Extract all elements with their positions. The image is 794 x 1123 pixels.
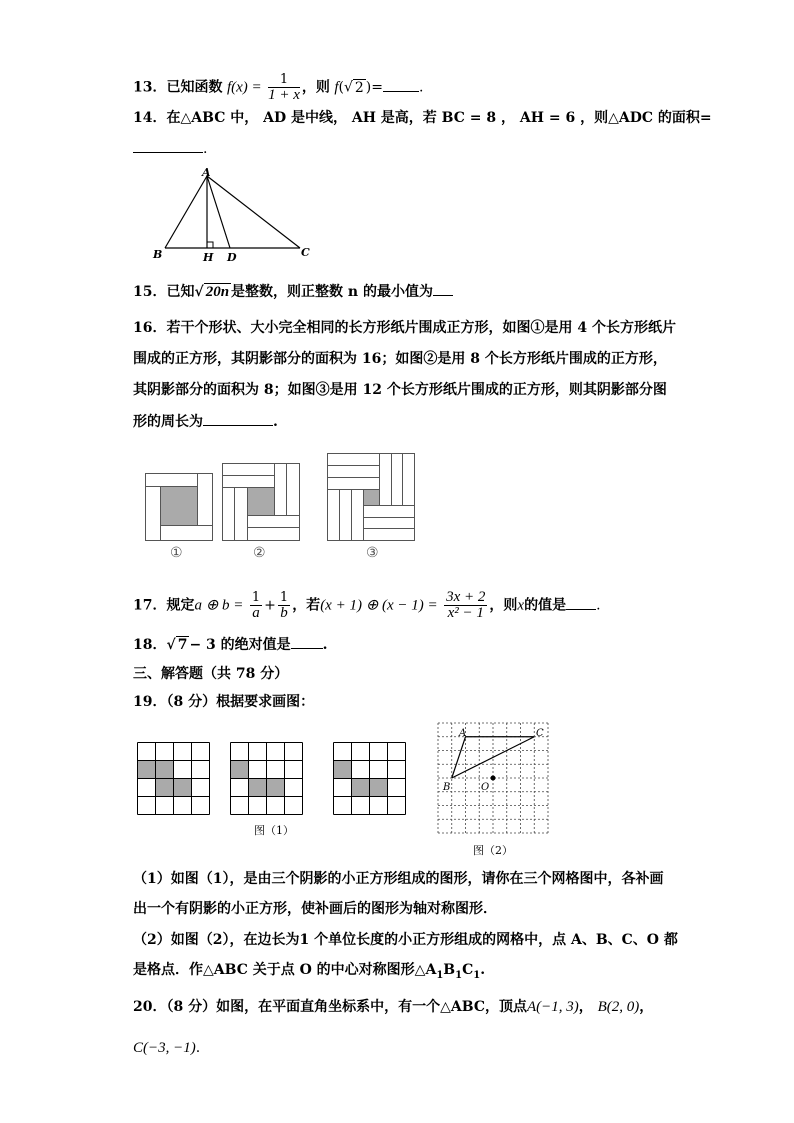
q14-line2: . bbox=[133, 138, 207, 159]
q13-sqrt: 2 bbox=[354, 79, 364, 96]
q14-text: 在△ABC 中， AD 是中线， AH 是高，若 BC = 8 ， AH = 6 ，则△ADC 的面积= bbox=[166, 110, 712, 126]
q18-line: 18．√ 7 − 3 的绝对值是 . bbox=[133, 634, 328, 655]
fig2-label-C: C bbox=[536, 728, 544, 739]
q20-line2: C(−3, −1). bbox=[133, 1040, 201, 1056]
label-C: C bbox=[301, 246, 310, 259]
label-A: A bbox=[202, 168, 211, 179]
q19-part1-line1: （1）如图（1），是由三个阴影的小正方形组成的图形，请你在三个网格图中，各补画 bbox=[133, 871, 664, 887]
q16-line3: 其阴影部分的面积为 8；如图③是用 12 个长方形纸片围成的正方形，则其阴影部分图 bbox=[133, 382, 667, 398]
q17-line: 17．规定a ⊕ b = $\frac{1}{a}$ + $\frac{1}{b}$ ，若(x + 1) ⊕ (x − 1) = $\frac{3x + 2}{\text{x² − 1}}$ ，则x的值是 . bbox=[133, 589, 601, 621]
q15-line: 15．已知√ 20n 是整数，则正整数 n 的最小值为 bbox=[133, 281, 453, 302]
fig2-label-B: B bbox=[443, 782, 451, 793]
q19-grid-fig2 bbox=[437, 722, 549, 834]
q16-line4: 形的周长为 . bbox=[133, 411, 278, 432]
q13-line: 13．已知函数 f(x) = $\frac{1}{1 + x}$ ，则 f(√ 2 )= . bbox=[133, 72, 424, 103]
fig2-label-A: A bbox=[459, 728, 467, 739]
q13-number: 13． bbox=[133, 79, 167, 96]
q13-answer-blank[interactable] bbox=[383, 77, 419, 92]
q19-caption-1: 图（1） bbox=[254, 824, 294, 837]
fig2-label-O: O bbox=[481, 782, 490, 793]
q16-label-2: ② bbox=[253, 545, 266, 561]
q19-grid-2 bbox=[230, 742, 304, 816]
q15-answer-blank[interactable] bbox=[433, 281, 453, 296]
q19-grid-3 bbox=[333, 742, 407, 816]
q16-label-1: ① bbox=[170, 545, 183, 561]
label-B: B bbox=[153, 248, 163, 261]
q13-fraction: $\frac{1}{1 + x}$ bbox=[268, 72, 300, 103]
q19-caption-2: 图（2） bbox=[473, 844, 513, 857]
q15-sqrt: 20n bbox=[205, 284, 230, 300]
q14-line: 14．在△ABC 中， AD 是中线， AH 是高，若 BC = 8 ， AH = 6 ，则△ADC 的面积= bbox=[133, 110, 712, 126]
q18-answer-blank[interactable] bbox=[291, 634, 323, 649]
q19-grid-1 bbox=[137, 742, 211, 816]
label-H: H bbox=[203, 251, 214, 263]
q14-triangle-figure bbox=[145, 168, 315, 263]
q16-line2: 围成的正方形，其阴影部分的面积为 16；如图②是用 8 个长方形纸片围成的正方形， bbox=[133, 351, 667, 367]
q16-label-3: ③ bbox=[366, 545, 379, 561]
q13-fx: f(x) = bbox=[226, 79, 262, 96]
label-D: D bbox=[227, 251, 237, 263]
q16-line1: 16．若干个形状、大小完全相同的长方形纸片围成正方形，如图①是用 4 个长方形纸片 bbox=[133, 320, 676, 336]
q16-figure-3 bbox=[327, 453, 415, 541]
q19-part2-line2: 是格点．作△ABC 关于点 O 的中心对称图形$\triangle A_1B_1C_1$. bbox=[133, 962, 486, 981]
q20-line1: 20．（8 分）如图，在平面直角坐标系中，有一个△ABC，顶点A(−1, 3)， B(2, 0)， bbox=[133, 999, 654, 1015]
q16-answer-blank[interactable] bbox=[203, 411, 273, 426]
section-heading: 三、解答题（共 78 分） bbox=[133, 666, 289, 682]
q13-text: 已知函数 bbox=[166, 79, 223, 96]
q19-line: 19．（8 分）根据要求画图： bbox=[133, 694, 315, 710]
q17-answer-blank[interactable] bbox=[566, 595, 596, 610]
q16-figure-1 bbox=[145, 473, 213, 541]
q19-part2-line1: （2）如图（2），在边长为1 个单位长度的小正方形组成的网格中，点 A、B、C、O 都 bbox=[133, 932, 678, 948]
q19-part1-line2: 出一个有阴影的小正方形，使补画后的图形为轴对称图形． bbox=[133, 901, 497, 917]
q16-figure-2 bbox=[222, 463, 300, 541]
q14-answer-blank[interactable] bbox=[133, 138, 203, 153]
